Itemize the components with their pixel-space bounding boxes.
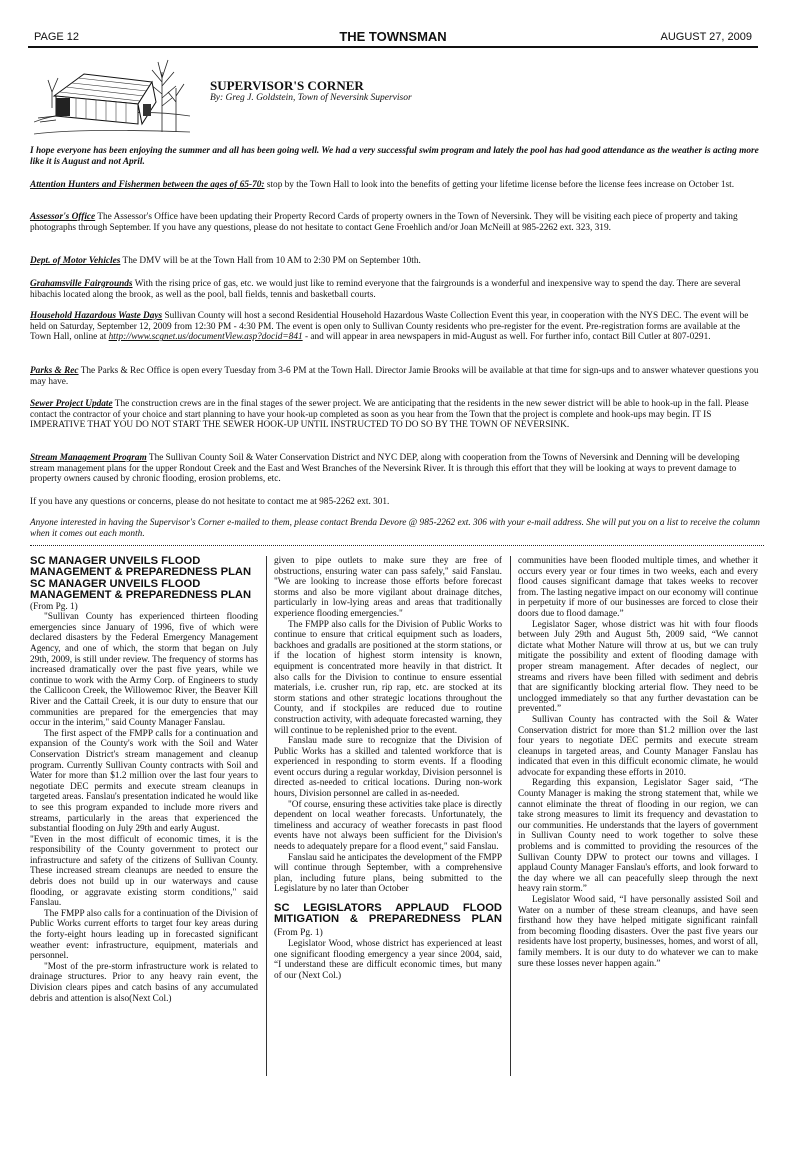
supervisor-corner-title: SUPERVISOR'S CORNER (210, 78, 364, 93)
article1-headline: SC MANAGER UNVEILS FLOOD MANAGEMENT & PREPAREDNESS PLAN SC MANAGER UNVEILS FLOOD MANAGEMENT & PREPAREDNESS PLAN (30, 555, 252, 602)
notice-text: With the rising price of gas, etc. we would just like to remind everyone that the fairgrounds is a wonderful and inexpensive way to spend the day. There are several hibachis located along the brook, as well as the pool, ball fields, tennis and basketball courts. (30, 279, 741, 300)
article1-paragraph: The FMPP also calls for a continuation of the Division of Public Works current efforts to target four key areas during the forty-eight hours leading up in forecasted significant weather event: infrastructure, equipment, materials and personnel. (30, 908, 258, 962)
supervisor-intro: I hope everyone has been enjoying the summer and all has been going well. We had a very successful swim program and lately the pool has had good attendance as the weather is acting more like it is August and not April. (30, 146, 759, 167)
notice-label: Attention Hunters and Fishermen between the ages of 65-70: (30, 180, 265, 190)
article2-headline (274, 903, 502, 939)
notice-text: The Parks & Rec Office is open every Tuesday from 3-6 PM at the Town Hall. Director Jamie Brooks will be available at that time for sign-ups and to answer whatever questions you may have. (30, 366, 759, 387)
notice-dmv (30, 256, 762, 267)
notice-text: stop by the Town Hall to look into the benefits of getting your lifetime license before the license fees increase on October 1st. (264, 180, 735, 190)
notice-text: The construction crews are in the final stages of the sewer project. We are anticipating that the residents in the new sewer district will be able to hook-up in the fall. Please contact the contractor of your choice and start planning to have your hook-up completed as soon as you hear from the Town that the project is complete and hook-ups may begin. IT IS IMPERATIVE THAT YOU DO NOT START THE SEWER HOOK-UP UNTIL INSTRUCTED TO DO SO BY THE TOWN OF NEVERSINK. (30, 399, 749, 431)
notice-text: The Assessor's Office have been updating their Property Record Cards of property owners in the Town of Neversink. They will be visiting each piece of property and taking photographs through September. If you have any questions, please do not hesitate to contact Gene Froehlich and/or Joan McNeill at 985-2262 ext. 323, 319. (30, 212, 738, 233)
column-rule (266, 556, 267, 1076)
notice-label: Dept. of Motor Vehicles (30, 256, 121, 266)
column-2 (274, 556, 502, 982)
notice-fairgrounds (30, 279, 762, 300)
supervisor-contact: If you have any questions or concerns, please do not hesitate to contact me at 985-2262 ext. 301. (30, 497, 390, 507)
issue-date: AUGUST 27, 2009 (660, 31, 752, 43)
supervisor-byline: By: Greg J. Goldstein, Town of Neversink Supervisor (210, 93, 412, 103)
notice-stream-management (30, 453, 762, 485)
notice-text: The Sullivan County Soil & Water Conservation District and NYC DEP, along with cooperation from the Towns of Neversink and Denning will be developing stream management plans for the upper Rondout Creek and the East and West Branches of the Neversink River. It is through this effort that they will be looking at ways to prevent damage to property owners caused by chronic flooding, erosion problems, etc. (30, 453, 740, 485)
registration-link[interactable]: http://www.scgnet.us/documentView.asp?docid=841 (108, 332, 303, 343)
article1-paragraph: The FMPP also calls for the Division of Public Works to continue to ensure that critical equipment such as loaders, backhoes and gradalls are positioned at the storm stations, or if the location of highest storm intensity is known, equipment is concentrated more heavily in that district. It also calls for the Division to continue to ensure essential materials, i.e. crusher run, rip rap, etc. are stocked at its storm stations and other strategic locations throughout the County, and if stockpiles are reduced due to routine construction activity, with adequate forecasted warning, they will continue to be replenished prior to the event. (274, 619, 502, 736)
page-header (28, 28, 758, 48)
article2-headline-text: SC LEGISLATORS APPLAUD FLOOD MITIGATION & PREPAREDNESS PLAN (274, 902, 502, 926)
email-note: Anyone interested in having the Supervisor's Corner e-mailed to them, please contact Brenda Devore @ 985-2262 ext. 306 with your e-mail address. She will put you on a list to receive the column when it comes out each month. (30, 518, 760, 539)
article2-paragraph: Legislator Wood said, “I have personally assisted Soil and Water on a number of these stream cleanups, and have seen firsthand how they have helped mitigate significant rainfall from becoming flooding disasters. Over the past five years our residents have lost property, businesses, homes, and worst of all, family members. It is our duty to do whatever we can to make sure these losses never happen again.” (518, 895, 758, 969)
notice-text-continued: - and will appear in area newspapers in mid-August as well. For further info, contact Bill Cutler at 807-0291. (302, 332, 711, 343)
column-3 (518, 556, 758, 969)
notice-hunters (30, 180, 762, 191)
article1-paragraph: "Most of the pre-storm infrastructure work is related to drainage structures. Prior to any heavy rain event, the Division clears pipes and catch basins of any accumulated debris and attention is also(Next Col.) (30, 961, 258, 1004)
article1-paragraph: "Sullivan County has experienced thirteen flooding emergencies since January of 1996, five of which were declared disasters by the Federal Emergency Management Agency, and one of which, the storm that began on July 29th, 2009, is still under review. The frequency of storms has increased dramatically over the past five years, while we continue to work with the Army Corp. of Engineers to study the Callicoon Creek, the Willowemoc River, the Beaver Kill River and the Cattail Creek, it is our duty to ensure that our communities are prepared for the emergencies that may occur in the interim," said County Manager Fanslau. (30, 612, 258, 729)
notice-hazardous-waste (30, 311, 762, 343)
column-rule (510, 556, 511, 1076)
notice-sewer (30, 399, 762, 431)
notice-label: Household Hazardous Waste Days (30, 311, 163, 321)
article1-paragraph: "Even in the most difficult of economic times, it is the responsibility of the County government to protect our infrastructure and safety of the citizens of Sullivan County. These increased stream cleanups are needed to ensure the debris does not build up in our waterways and cause flooding, or aggravate existing storm conditions," said Fanslau. (30, 834, 258, 909)
article2-paragraph: Legislator Sager, whose district was hit with four floods between July 29th and August 5th, 2009 said, “We cannot dictate what Mother Nature will throw at us, but we can truly mitigate the possibility and extent of flooding damage with proper stream management. After decades of neglect, our streams and rivers have been filled with sediment and debris that are significantly blocking arterial flow. They need to be unclogged immediately so that any further devastation can be prevented.” (518, 619, 758, 715)
article2-paragraph: Sullivan County has contracted with the Soil & Water Conservation district for more than $1.2 million over the last four years to negotiate DEC permits and execute stream cleanups in targeted areas, and County Manager Fanslau has indicated that even in this difficult economic climate, he would advocate for expanding these efforts in 2010. (518, 714, 758, 778)
notice-label: Stream Management Program (30, 453, 147, 463)
newspaper-name: THE TOWNSMAN (339, 29, 447, 44)
article1-paragraph: The first aspect of the FMPP calls for a continuation and expansion of the County's work with the Soil and Water Conservation District's stream management and cleanup program. Currently Sullivan County contracts with Soil and Water for more than $1.2 million over the last four years to negotiate DEC permits and execute stream cleanups in targeted areas. Fanslau's presentation indicated he would like to see this program expanded to include more rivers and streams, particularly in the areas that experienced the substantial flooding on July 29th and early August. (30, 728, 258, 835)
article2-paragraph: Regarding this expansion, Legislator Sager said, “The County Manager is making the strong statement that, while we cannot eliminate the threat of flooding in our region, we can take strong measures to limit its frequency and devastation to our communities. He understands that the layers of government in Sullivan County need to work together to solve these problems and is committed to providing the resources of the Sullivan County DPW to protect our towns and villages. I applaud County Manager Fanslau's efforts, and look forward to the day where we all can peacefully sleep through the next heavy rain storm.” (518, 778, 758, 895)
article2-from: (From Pg. 1) (274, 927, 323, 938)
column-1 (30, 556, 258, 1004)
article1-paragraph: Fanslau said he anticipates the development of the FMPP will continue through September, with a comprehensive plan, including future plans, being submitted to the Legislature by no later than October (274, 852, 502, 895)
notice-text: The DMV will be at the Town Hall from 10 AM to 2:30 PM on September 10th. (120, 256, 421, 266)
page-number: PAGE 12 (34, 31, 80, 43)
covered-bridge-icon (34, 52, 190, 140)
article1-paragraph: given to pipe outlets to make sure they are free of obstructions, ensuring water can pass safely," said Fanslau. "We are looking to increase those efforts before forecast storms and also be more vigilant about drainage ditches, particularly in low-lying areas and areas that traditionally experience flooding emergencies." (274, 556, 502, 619)
article1-paragraph: "Of course, ensuring these activities take place is directly dependent on local weather forecasts. Unfortunately, the timeliness and accuracy of weather forecasts in past flood events have not always been sufficient for the Division's needs to adequately prepare for a flood event," said Fanslau. (274, 799, 502, 853)
notice-label: Grahamsville Fairgrounds (30, 279, 133, 289)
article2-paragraph: Legislator Wood, whose district has experienced at least one significant flooding emergency a year since 2004, said, “I understand these are difficult economic times, but many of our (Next Col.) (274, 939, 502, 981)
article1-from: (From Pg. 1) (30, 601, 78, 612)
notice-label: Sewer Project Update (30, 399, 113, 409)
notice-assessor (30, 212, 762, 233)
section-divider (30, 545, 764, 546)
notice-label: Assessor's Office (30, 212, 96, 222)
article1-paragraph: Fanslau made sure to recognize that the Division of Public Works has a skilled and talented workforce that is experienced in responding to storm events. If a flooding event occurs during a regular workday, Division personnel is directed as-needed to critical locations. During non-work hours, Division personnel are called in as-needed. (274, 736, 502, 800)
notice-text: Sullivan County will host a second Residential Household Hazardous Waste Collection Event this year, in cooperation with the NYS DEC. The event will be held on Saturday, September 12, 2009 from 12:30 PM - 4:30 PM. The event is open only to Sullivan County residents who pre-register for the event. Pre-registration forms are available at the Town Hall, online at (30, 311, 749, 343)
notice-parks-rec (30, 366, 762, 387)
notice-label: Parks & Rec (30, 366, 79, 376)
article2-paragraph: communities have been flooded multiple times, and whether it occurs every year or four times in two weeks, each and every flood causes significant damage that takes weeks to recover from. The lasting negative impact on our economy will continue in perpetuity if more of our businesses are forced to close their doors due to flood damage.” (518, 556, 758, 619)
